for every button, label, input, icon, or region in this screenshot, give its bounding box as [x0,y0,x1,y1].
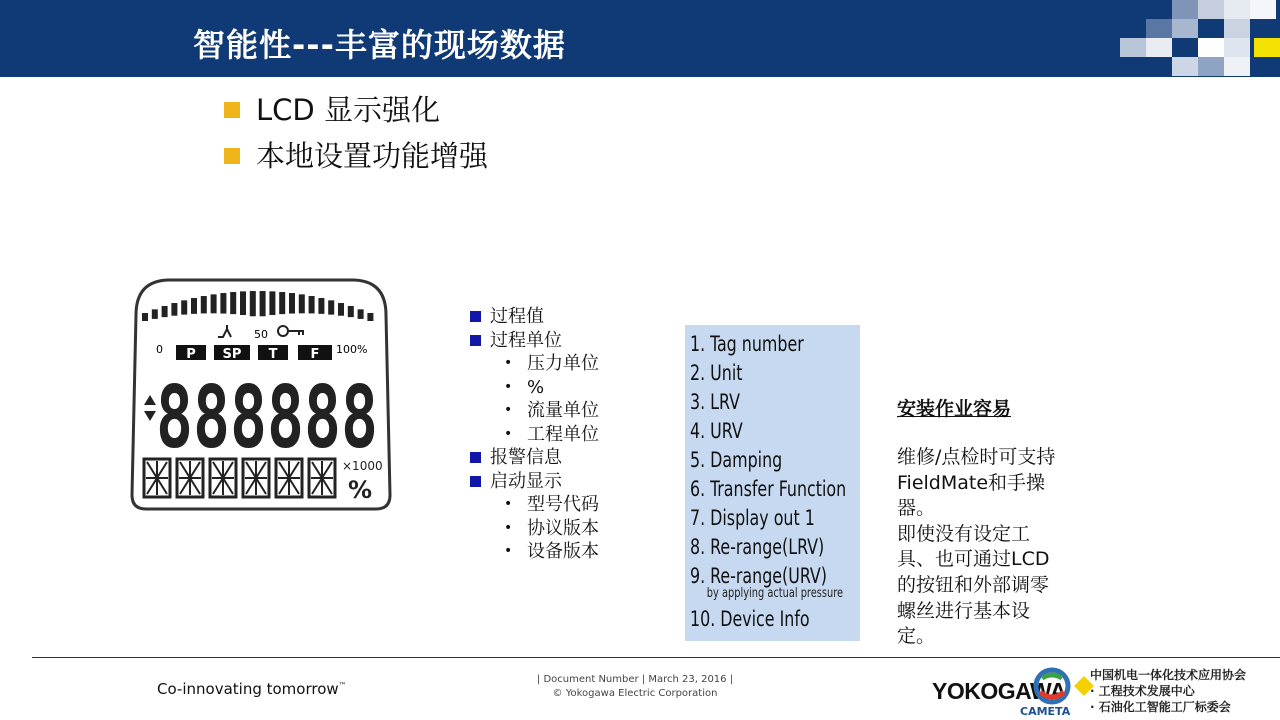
blue-square-bullet-icon [470,311,481,322]
title-bar [0,0,1280,77]
association-names: 中国机电一体化技术应用协会 · 工程技术发展中心 · 石油化工智能工厂标委会 [1090,668,1247,714]
bargraph-segment [171,303,177,316]
menu-item: 1. Tag number [690,332,804,356]
bargraph-segment [220,293,226,314]
cameta-label: CAMETA [1020,705,1071,718]
data-list-subitem: • 流量单位 [504,400,599,421]
bargraph-segment [181,300,187,314]
alpha-cell-segments [212,461,234,495]
alpha-cell-segments [245,461,267,495]
dot-bullet-icon: • [504,496,513,512]
yokogawa-logo: YOKOGAWA [932,678,1067,704]
bargraph-segment [230,292,236,314]
bargraph-segment [299,294,305,313]
menu-item: 7. Display out 1 [690,506,815,530]
gold-square-bullet-icon [224,102,240,118]
alpha-cell-segments [311,461,333,495]
menu-note: by applying actual pressure [706,586,844,601]
main-bullet: LCD 显示强化 [222,90,488,136]
install-heading: 安装作业容易 [897,398,1012,420]
dot-bullet-icon: • [504,402,513,418]
scale-max-label: 100% [336,343,368,356]
bargraph-segment [250,291,256,316]
menu-item: 5. Damping [690,448,783,472]
flag-sp: SP [222,347,242,362]
install-description [897,445,1062,650]
alpha-cell-segments [146,461,168,495]
menu-item: 10. Device Info [690,607,810,631]
bargraph-segment [191,298,197,314]
data-list-item: 报警信息 [470,446,599,470]
document-info: | Document Number | March 23, 2016 | © Yokogawa Electric Corporation [536,674,734,699]
bargraph-segment [269,291,275,315]
menu-item: 4. URV [690,419,743,443]
flag-t: T [268,347,278,362]
menu-item: 2. Unit [690,361,743,385]
alpha-cell-segments [278,461,300,495]
gold-square-bullet-icon [224,148,240,164]
dot-bullet-icon: • [504,519,513,536]
dot-bullet-icon: • [504,425,513,442]
bargraph-segment [367,313,373,321]
bargraph-segment [309,296,315,313]
menu-item: 3. LRV [690,390,740,414]
bargraph-segment [338,303,344,316]
footer-tagline: Co-innovating tomorrow™ [157,680,347,698]
blue-square-bullet-icon [470,452,481,463]
flag-f: F [310,347,320,362]
bargraph-segment [260,291,266,316]
data-list-subitem: • 压力单位 [504,353,599,374]
bargraph-segment [201,296,207,313]
dot-bullet-icon: • [504,355,513,371]
main-bullets [222,90,488,182]
local-setup-menu [685,325,860,641]
data-list-subitem: • 工程单位 [504,423,599,445]
menu-item: 9. Re-range(URV) [690,564,827,588]
scale-mid-label: 50 [254,328,268,341]
data-list-subitem: • 型号代码 [504,494,599,515]
flag-p: P [186,347,196,362]
menu-item: 6. Transfer Function [690,477,847,501]
lcd-display-illustration [128,275,394,513]
menu-item: 8. Re-range(LRV) [690,535,825,559]
display-data-list [470,305,599,564]
dot-bullet-icon: • [504,378,513,395]
footer-divider [32,657,1280,658]
bargraph-segment [240,291,246,315]
alpha-cell-segments [179,461,201,495]
scale-min-label: 0 [156,343,163,356]
bargraph-segment [358,309,364,319]
data-list-subitem: • 协议版本 [504,517,599,539]
bargraph-segment [211,294,217,313]
bargraph-segment [348,306,354,317]
bargraph-segment [162,306,168,317]
bargraph-segment [289,293,295,314]
data-list-item: 过程单位 [470,329,599,353]
bargraph-segment [279,292,285,314]
bargraph-segment [152,309,158,319]
dot-bullet-icon: • [504,543,513,559]
data-list-item: 过程值 [470,305,599,329]
bargraph-segment [318,298,324,314]
multiplier-label: ×1000 [342,459,383,473]
slide-title: 智能性---丰富的现场数据 [193,26,566,64]
main-bullet: 本地设置功能增强 [222,136,488,182]
blue-square-bullet-icon [470,476,481,487]
lcd-main-digits: 888888 [156,368,378,468]
bargraph-segment [142,313,148,321]
bargraph-segment [328,300,334,314]
mosaic-decoration [1120,0,1280,77]
data-list-item: 启动显示 [470,470,599,494]
install-line: 维修/点检时可支持FieldMate和手操器。 [897,446,1056,520]
blue-square-bullet-icon [470,335,481,346]
unit-label: % [348,476,373,504]
data-list-subitem: • % [504,376,545,398]
install-line: 即使没有设定工具、也可通过LCD的按钮和外部调零螺丝进行基本设定。 [897,522,1050,648]
data-list-subitem: • 设备版本 [504,541,599,562]
